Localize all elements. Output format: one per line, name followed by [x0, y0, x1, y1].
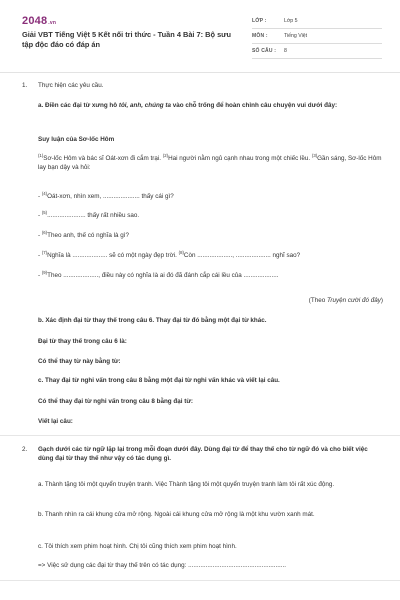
story-paragraph: $^{(1)}$Sơ-lốc Hôm và bác sĩ Oát-xơn đi cắm trại. $^{(2)}$Hai người nằm ngủ cạnh nhau trong một chiếc lều. $^{(3)}$Gần sáng, Sơ-lốc Hôm lay bạn dậy và hỏi:	[38, 153, 382, 172]
story-line-4: - $^{(4)}$Oát-xơn, nhìn xem, ..................... thấy cái gì?	[38, 191, 174, 201]
answer-c-2: Viết lại câu:	[38, 418, 73, 425]
meta-key: SỐ CÂU :	[252, 47, 277, 54]
meta-value: Lớp 5	[284, 17, 298, 24]
story-title: Suy luận của Sơ-lốc Hôm	[38, 136, 115, 143]
prompt-b: b. Xác định đại từ thay thế trong câu 6. Thay đại từ đó bằng một đại từ khác.	[38, 317, 267, 324]
document-meta	[252, 14, 382, 59]
q2-item-a: a. Thành tặng tôi một quyển truyện tranh. Việc Thành tặng tôi một quyển truyện tranh làm tôi rất xúc động.	[38, 481, 335, 488]
meta-value: 8	[284, 47, 287, 54]
meta-value: Tiếng Việt	[284, 32, 308, 39]
section-divider	[0, 580, 400, 581]
question-title: Thực hiện các yêu cầu.	[38, 82, 104, 89]
answer-c-1: Có thể thay đại từ nghi vấn trong câu 8 bằng đại từ:	[38, 398, 194, 405]
document-title: Giải VBT Tiếng Việt 5 Kết nối tri thức - Tuần 4 Bài 7: Bộ sưu tập độc đáo có đáp án	[22, 30, 232, 49]
section-divider	[0, 435, 400, 436]
answer-b-1: Đại từ thay thế trong câu 6 là:	[38, 338, 127, 345]
site-logo[interactable]: 2048.vn	[22, 15, 57, 27]
story-source: (Theo Truyện cười đó đây)	[308, 297, 383, 304]
meta-row-class	[252, 14, 382, 29]
prompt-a: a. Điền các đại từ xưng hô tôi, anh, chúng ta vào chỗ trống để hoàn chỉnh câu chuyện vui dưới đây:	[38, 102, 338, 109]
story-line-5: - $^{(5)}$...................... thấy rất nhiều sao.	[38, 210, 140, 220]
page-header	[0, 0, 400, 62]
prompt-c: c. Thay đại từ nghi vấn trong câu 8 bằng một đại từ nghi vấn khác và viết lại câu.	[38, 377, 280, 384]
story-line-9: - $^{(9)}$Theo ...................., điều này có nghĩa là ai đó đã đánh cắp cái lều của ....................	[38, 270, 279, 280]
q2-item-c: c. Tôi thích xem phim hoạt hình. Chị tôi cũng thích xem phim hoạt hình.	[38, 543, 237, 550]
meta-row-subject	[252, 29, 382, 44]
meta-row-count	[252, 44, 382, 59]
question-number: 2.	[22, 446, 28, 453]
question-number: 1.	[22, 82, 28, 89]
document-body	[0, 73, 400, 600]
question-title: Gạch dưới các từ ngữ lặp lại trong mỗi đoạn dưới đây. Dùng đại từ để thay thế cho từ ngữ đó và cho biết việc dùng đại từ thay thế như vậy có tác dụng gì.	[38, 446, 368, 462]
story-line-7: - $^{(7)}$Nghĩa là .................... sẽ có một ngày đẹp trời. $^{(8)}$Còn ...................., .................... nghĩ sao?	[38, 250, 301, 260]
answer-b-2: Có thể thay từ này bằng từ:	[38, 358, 121, 365]
meta-key: MÔN :	[252, 32, 268, 39]
q2-conclusion: => Việc sử dụng các đại từ thay thế trên có tác dụng: ........................................................	[38, 562, 287, 569]
story-line-6: - $^{(6)}$Theo anh, thế có nghĩa là gì?	[38, 230, 130, 240]
meta-key: LỚP :	[252, 17, 267, 24]
q2-item-b: b. Thanh nhìn ra cái khung cửa mở rộng. Ngoài cái khung cửa mở rộng là một khu vườn xanh mát.	[38, 511, 315, 518]
